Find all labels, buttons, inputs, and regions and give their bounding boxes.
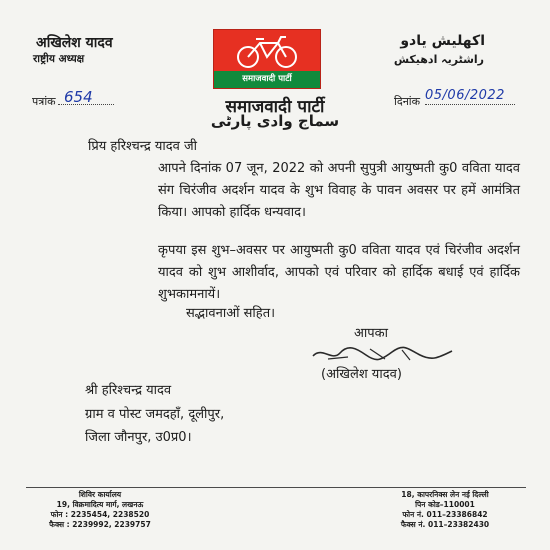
date-label: दिनांक — [394, 95, 421, 108]
logo-label: समाजवादी पार्टी — [242, 74, 292, 84]
delhi-office-pin: पिन कोड–110001 — [415, 500, 475, 509]
camp-office-phone: फोन : 2235454, 2238520 — [50, 510, 150, 519]
party-logo — [213, 29, 321, 89]
title-urdu: راشٹریہ ادھیکش — [393, 53, 484, 66]
bicycle-icon — [234, 35, 300, 69]
name-hindi: अखिलेश यादव — [36, 35, 113, 51]
footer-delhi-office — [370, 490, 520, 530]
signer-name: (अखिलेश यादव) — [321, 367, 402, 382]
delhi-office-fax: फैक्स नं. 011–23382430 — [400, 520, 490, 529]
patrank-label: पत्रांक — [32, 95, 56, 108]
party-name-urdu: سماج وادی پارٹی — [210, 112, 340, 130]
recipient-name: श्री हरिश्चन्द्र यादव — [85, 383, 172, 398]
date-line — [425, 104, 515, 105]
camp-office-fax: फैक्स : 2239992, 2239757 — [49, 520, 151, 529]
patrank-value: 654 — [64, 88, 93, 106]
closing-line: सद्भावनाओं सहित। — [186, 306, 276, 321]
salutation: प्रिय हरिश्चन्द्र यादव जी — [88, 139, 198, 154]
footer-divider — [26, 487, 526, 488]
delhi-office-phone: फोन नं. 011–23386842 — [402, 510, 488, 519]
camp-office-address: 19, विक्रमादित्य मार्ग, लखनऊ — [56, 500, 144, 509]
date-value: 05/06/2022 — [425, 88, 505, 103]
letter-paragraph-1: आपने दिनांक 07 जून, 2022 को अपनी सुपुत्री आयुष्मती कु0 वविता यादव संग चिरंजीव अदर्शन यादव के शुभ विवाह के पावन अवसर पर हमें आमंत्रित किया। आपको हार्दिक धन्यवाद। — [158, 161, 520, 220]
yours-label: आपका — [354, 326, 389, 341]
footer-camp-office — [20, 490, 180, 530]
name-urdu: اکھلیش یادو — [400, 33, 485, 49]
camp-office-title: शिविर कार्यालय — [78, 490, 122, 499]
delhi-office-address: 18, कापरनिक्स लेन नई दिल्ली — [401, 490, 489, 499]
party-name-hindi: समाजवादी पार्टी — [225, 97, 325, 117]
recipient-district: जिला जौनपुर, उ0प्र0। — [85, 430, 192, 445]
letter-paragraph-2: कृपया इस शुभ–अवसर पर आयुष्मती कु0 वविता यादव एवं चिरंजीव अदर्शन यादव को शुभ आशीर्वाद, आपको एवं परिवार को हार्दिक बधाई एवं हार्दिक शुभकामनायें। — [158, 243, 520, 302]
title-hindi: राष्ट्रीय अध्यक्ष — [33, 53, 85, 65]
recipient-address-line: ग्राम व पोस्ट जमदहाँ, दूलीपुर, — [85, 407, 225, 422]
